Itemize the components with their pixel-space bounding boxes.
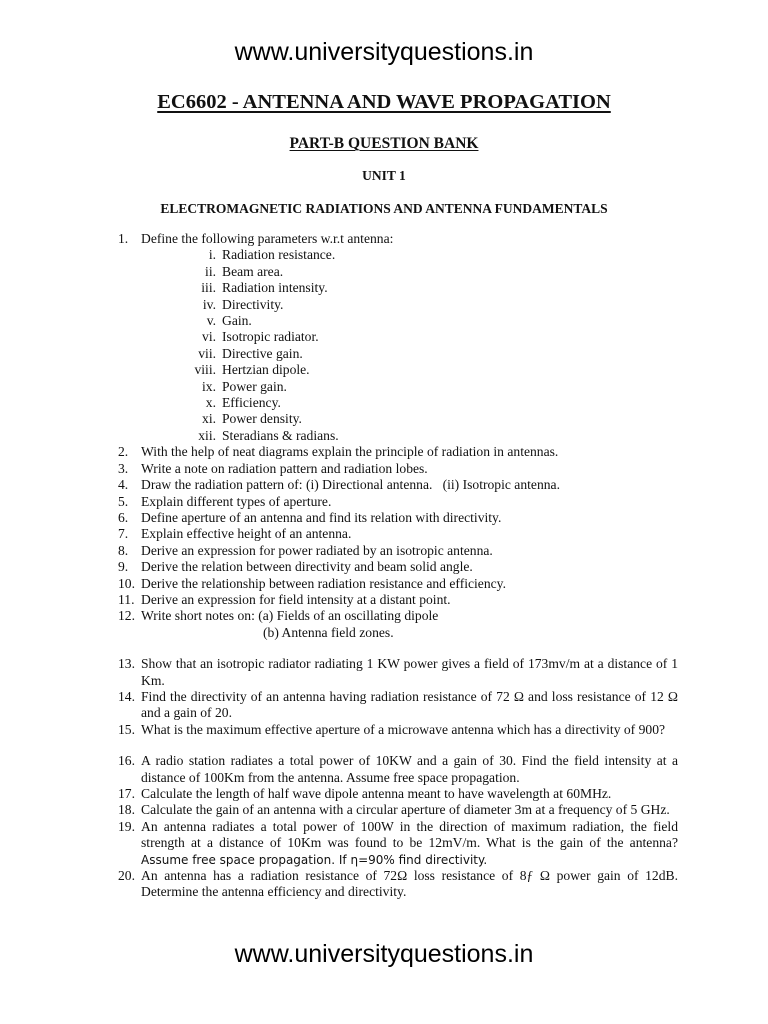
parameter-text: Steradians & radians. — [222, 427, 339, 443]
roman-numeral: ix. — [202, 378, 216, 394]
question-item — [118, 576, 678, 592]
unit-heading: UNIT 1 — [362, 168, 406, 183]
question-number: 20. — [118, 868, 135, 884]
roman-numeral: viii. — [194, 362, 216, 378]
question-number: 3. — [118, 460, 129, 476]
parameter-text: Radiation resistance. — [222, 247, 336, 263]
question-text: Find the directivity of an antenna having radiation resistance of 72 Ω and loss resistance of 12 Ω and a gain of 20. — [141, 688, 678, 721]
question-text: Define the following parameters w.r.t antenna: — [141, 231, 394, 246]
question-item — [118, 477, 678, 493]
question-number: 2. — [118, 444, 129, 460]
question-text: Explain different types of aperture. — [141, 493, 332, 509]
parameter-item — [118, 280, 678, 296]
question-continuation: (b) Antenna field zones. — [263, 624, 394, 640]
question-number: 4. — [118, 477, 129, 493]
question-item — [118, 786, 678, 802]
question-text: Derive the relation between directivity and beam solid angle. — [141, 559, 473, 575]
question-item — [118, 689, 678, 722]
question-number: 14. — [118, 688, 135, 704]
parameter-text: Radiation intensity. — [222, 280, 328, 296]
question-text: Calculate the gain of an antenna with a circular aperture of diameter 3m at a frequency of 5 GHz. — [141, 802, 670, 818]
roman-numeral: v. — [206, 313, 216, 329]
question-number: 9. — [118, 559, 129, 575]
parameter-text: Directivity. — [222, 296, 284, 312]
question-item — [118, 802, 678, 818]
parameter-item — [118, 428, 678, 444]
question-number: 13. — [118, 656, 135, 672]
question-item — [118, 608, 678, 624]
question-text: Explain effective height of an antenna. — [141, 526, 352, 542]
question-item — [118, 868, 678, 901]
roman-numeral: x. — [205, 395, 216, 411]
roman-numeral: ii. — [205, 263, 216, 279]
parameter-item — [118, 362, 678, 378]
roman-numeral: vii. — [198, 345, 216, 361]
question-text: Show that an isotropic radiator radiating 1 KW power gives a field of 173mv/m at a distance of 1 Km. — [141, 656, 678, 688]
roman-numeral: iii. — [201, 280, 216, 296]
question-item — [118, 753, 678, 786]
question-text: Derive the relationship between radiation resistance and efficiency. — [141, 575, 506, 591]
parameter-item — [118, 346, 678, 362]
question-item — [118, 722, 678, 738]
question-body — [141, 819, 678, 868]
question-item — [118, 494, 678, 510]
parameter-text: Hertzian dipole. — [222, 362, 310, 378]
parameter-text: Efficiency. — [222, 395, 281, 411]
parameter-item — [118, 313, 678, 329]
roman-numeral: xii. — [198, 427, 216, 443]
parameter-text: Power gain. — [222, 378, 287, 394]
roman-numeral: xi. — [202, 411, 216, 427]
parameter-item — [118, 395, 678, 411]
question-text: An antenna radiates a total power of 100W in the direction of maximum radiation, the field strength at a distance of 10Km was found to be 12mV/m. What is the gain of the antenna? — [141, 818, 678, 851]
parameter-item — [118, 297, 678, 313]
parameter-text: Power density. — [222, 411, 302, 427]
question-text: A radio station radiates a total power of 10KW and a gain of 30. Find the field intensity at a distance of 100Km from the antenna. Assume free space propagation. — [141, 753, 678, 785]
question-item — [118, 592, 678, 608]
question-body — [141, 868, 678, 901]
parameter-list — [118, 247, 678, 444]
question-item — [118, 231, 678, 247]
question-number: 8. — [118, 542, 129, 558]
question-number: 6. — [118, 509, 129, 525]
question-item — [118, 656, 678, 689]
parameter-text: Isotropic radiator. — [222, 329, 319, 345]
header-watermark: www.universityquestions.in — [234, 38, 534, 66]
question-number: 15. — [118, 721, 135, 737]
question-number: 18. — [118, 802, 135, 818]
question-note: Assume free space propagation. If η=90% find directivity. — [141, 852, 488, 867]
question-number: 17. — [118, 786, 135, 801]
question-number: 5. — [118, 493, 129, 509]
question-text: What is the maximum effective aperture of a microwave antenna which has a directivity of 900? — [141, 721, 666, 737]
question-item — [118, 819, 678, 868]
question-item — [118, 461, 678, 477]
question-item — [118, 444, 678, 460]
question-text: Write short notes on: (a) Fields of an oscillating dipole — [141, 608, 439, 624]
question-list — [118, 231, 678, 901]
unit-title: ELECTROMAGNETIC RADIATIONS AND ANTENNA FUNDAMENTALS — [160, 201, 608, 216]
parameter-item — [118, 264, 678, 280]
question-item — [118, 559, 678, 575]
question-number: 7. — [118, 526, 129, 542]
question-item — [118, 543, 678, 559]
question-text: With the help of neat diagrams explain the principle of radiation in antennas. — [141, 444, 559, 460]
parameter-item — [118, 247, 678, 263]
roman-numeral: i. — [208, 247, 216, 263]
question-text: Draw the radiation pattern of: (i) Directional antenna. (ii) Isotropic antenna. — [141, 477, 560, 493]
parameter-item — [118, 329, 678, 345]
question-number: 11. — [118, 591, 135, 607]
question-number: 12. — [118, 608, 135, 624]
parameter-text: Directive gain. — [222, 345, 303, 361]
question-text: Define aperture of an antenna and find its relation with directivity. — [141, 509, 502, 525]
question-text: Derive an expression for field intensity at a distant point. — [141, 591, 451, 607]
parameter-text: Gain. — [222, 313, 252, 329]
question-text: Calculate the length of half wave dipole antenna meant to have wavelength at 60MHz. — [141, 786, 612, 801]
question-text: Derive an expression for power radiated by an isotropic antenna. — [141, 542, 493, 558]
question-number: 16. — [118, 753, 135, 769]
parameter-text: Beam area. — [222, 263, 284, 279]
roman-numeral: iv. — [202, 296, 216, 312]
document-title: EC6602 - ANTENNA AND WAVE PROPAGATION — [157, 91, 611, 113]
roman-numeral: vi. — [202, 329, 216, 345]
question-item — [118, 510, 678, 526]
question-text: An antenna has a radiation resistance of 72Ω loss resistance of 8ƒ Ω power gain of 12dB. — [141, 868, 678, 884]
part-heading: PART-B QUESTION BANK — [289, 135, 479, 152]
question-number: 19. — [118, 818, 135, 834]
question-item — [118, 526, 678, 542]
footer-watermark: www.universityquestions.in — [234, 940, 534, 968]
question-number: 10. — [118, 575, 135, 591]
question-number: 1. — [118, 231, 129, 246]
parameter-item — [118, 379, 678, 395]
parameter-item — [118, 411, 678, 427]
question-text: Write a note on radiation pattern and radiation lobes. — [141, 460, 428, 476]
question-text-continued: Determine the antenna efficiency and directivity. — [141, 884, 407, 900]
